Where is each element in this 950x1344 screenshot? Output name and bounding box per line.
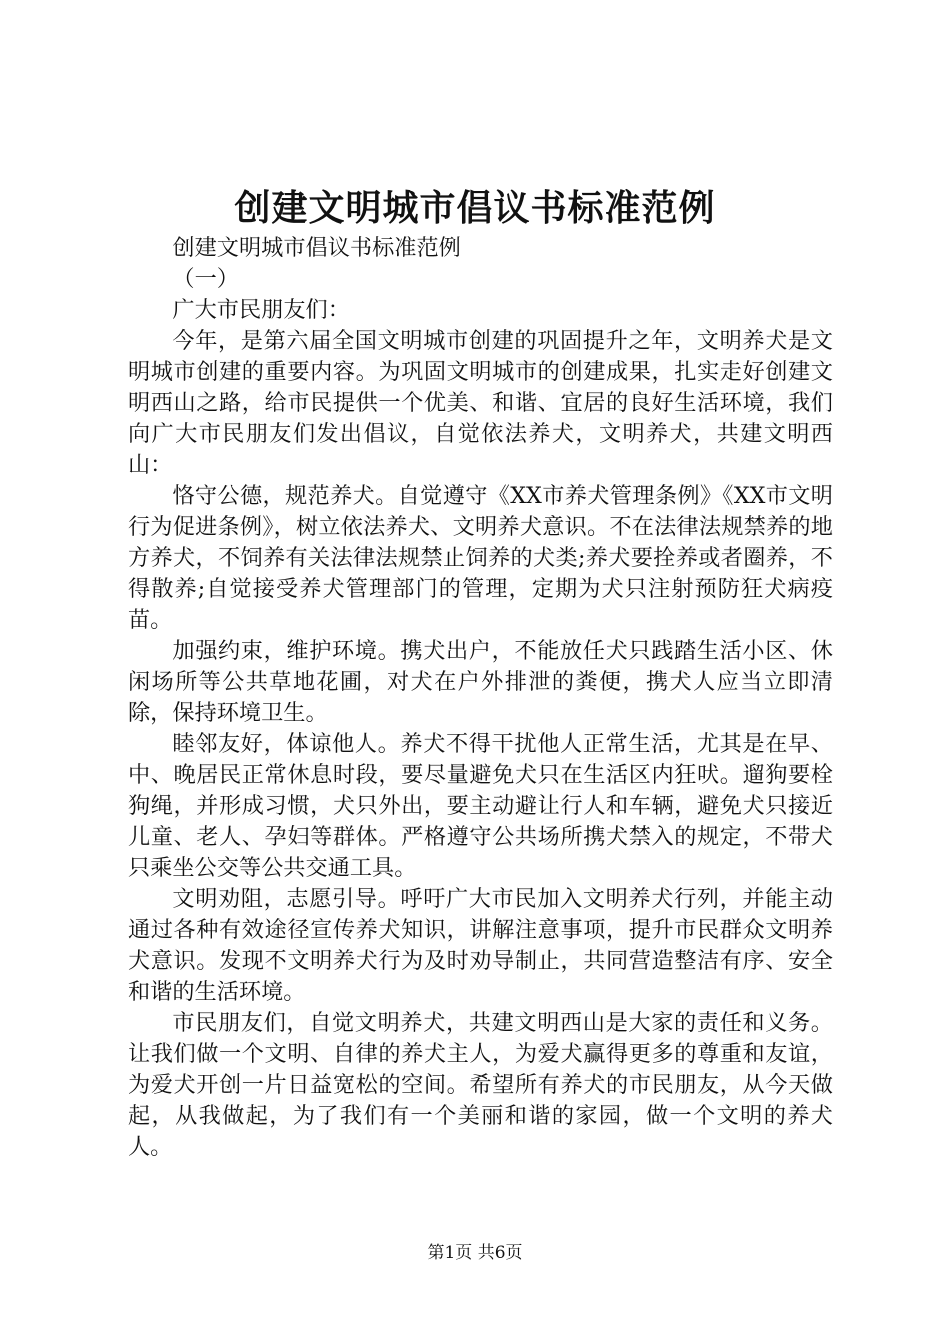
document-body [128, 233, 833, 1163]
paragraph-intro: 今年，是第六届全国文明城市创建的巩固提升之年，文明养犬是文明城市创建的重要内容。为巩固文明城市的创建成果，扎实走好创建文明西山之路，给市民提供一个优美、和谐、宜居的良好生活环境，我们向广大市民朋友们发出倡议，自觉依法养犬，文明养犬，共建文明西山： [128, 328, 833, 478]
document-subtitle: 创建文明城市倡议书标准范例 [172, 235, 461, 261]
paragraph-point-4: 文明劝阻，志愿引导。呼吁广大市民加入文明养犬行列，并能主动通过各种有效途径宣传养犬知识，讲解注意事项，提升市民群众文明养犬意识。发现不文明养犬行为及时劝导制止，共同营造整洁有序、安全和谐的生活环境。 [128, 886, 833, 1005]
document-title: 创建文明城市倡议书标准范例 [234, 187, 716, 229]
salutation: 广大市民朋友们： [172, 297, 350, 323]
paragraph-point-1: 恪守公德，规范养犬。自觉遵守《XX市养犬管理条例》《XX市文明行为促进条例》，树立依法养犬、文明养犬意识。不在法律法规禁养的地方养犬，不饲养有关法律法规禁止饲养的犬类;养犬要拴养或者圈养，不得散养;自觉接受养犬管理部门的管理，定期为犬只注射预防狂犬病疫苗。 [128, 483, 833, 633]
paragraph-closing: 市民朋友们，自觉文明养犬，共建文明西山是大家的责任和义务。让我们做一个文明、自律的养犬主人，为爱犬赢得更多的尊重和友谊，为爱犬开创一片日益宽松的空间。希望所有养犬的市民朋友，从今天做起，从我做起，为了我们有一个美丽和谐的家园，做一个文明的养犬人。 [128, 1010, 833, 1160]
paragraph-point-3: 睦邻友好，体谅他人。养犬不得干扰他人正常生活，尤其是在早、中、晚居民正常休息时段，要尽量避免犬只在生活区内狂吠。遛狗要栓狗绳，并形成习惯，犬只外出，要主动避让行人和车辆，避免犬只接近儿童、老人、孕妇等群体。严格遵守公共场所携犬禁入的规定，不带犬只乘坐公交等公共交通工具。 [128, 731, 833, 881]
paragraph-point-2: 加强约束，维护环境。携犬出户，不能放任犬只践踏生活小区、休闲场所等公共草地花圃，对犬在户外排泄的粪便，携犬人应当立即清除，保持环境卫生。 [128, 638, 833, 726]
page-footer: 第1页 共6页 [427, 1243, 523, 1263]
section-number: （一） [172, 266, 239, 292]
